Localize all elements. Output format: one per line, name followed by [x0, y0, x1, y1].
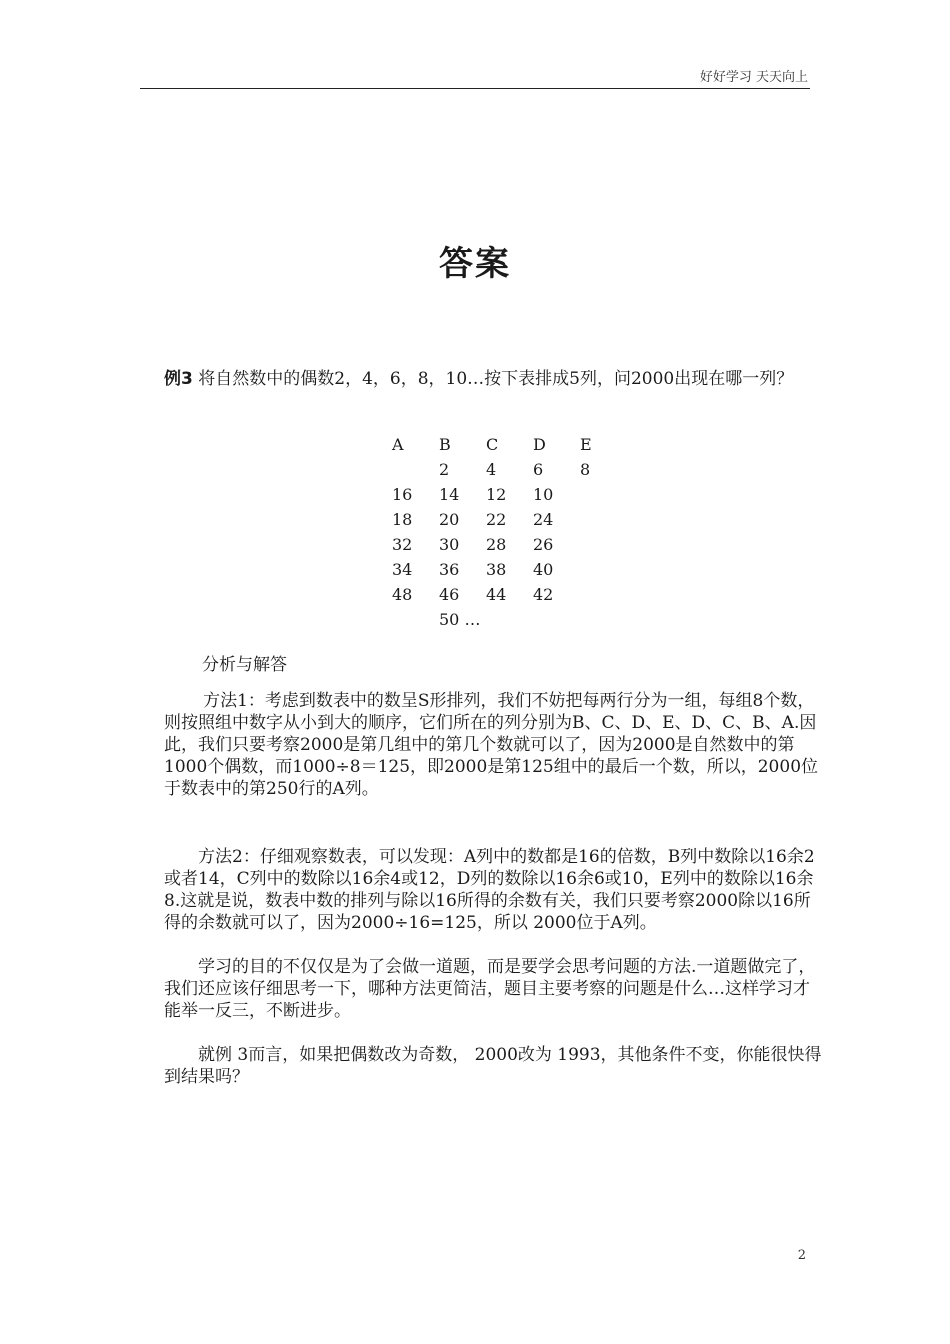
follow-up-question: 就例 3而言，如果把偶数改为奇数， 2000改为 1993，其他条件不变，你能很快得到结果吗？ — [164, 1045, 822, 1087]
page-title: 答案 — [439, 244, 511, 284]
table-cell: 42 — [533, 585, 554, 604]
number-table — [392, 432, 627, 632]
table-cell: 6 — [533, 460, 544, 479]
table-row — [392, 607, 627, 632]
table-cell — [392, 607, 439, 632]
table-cell: 18 — [392, 510, 413, 529]
analysis-heading: 分析与解答 — [202, 655, 287, 675]
table-cell: 34 — [392, 560, 413, 579]
table-cell: 26 — [533, 535, 554, 554]
table-header-row — [392, 432, 627, 457]
table-cell — [580, 607, 627, 632]
header-rule — [140, 88, 810, 89]
column-header: A — [392, 435, 404, 454]
table-cell: 46 — [439, 585, 460, 604]
table-row — [392, 482, 627, 507]
table-cell: 32 — [392, 535, 413, 554]
table-cell: 22 — [486, 510, 507, 529]
table-cell: 12 — [486, 485, 507, 504]
table-cell — [580, 557, 627, 582]
problem-text: 将自然数中的偶数2，4，6，8，10…按下表排成5列，问2000出现在哪一列？ — [192, 369, 794, 389]
column-header: B — [439, 435, 451, 454]
table-cell — [392, 457, 439, 482]
learning-paragraph: 学习的目的不仅仅是为了会做一道题，而是要学会思考问题的方法.一道题做完了，我们还应该仔细思考一下，哪种方法更简洁，题目主要考察的问题是什么…这样学习才能举一反三，不断进步。 — [164, 957, 816, 1021]
table-cell: 24 — [533, 510, 554, 529]
table-cell: 30 — [439, 535, 460, 554]
page-number: 2 — [797, 1248, 806, 1263]
problem-label: 例3 — [164, 369, 193, 389]
table-cell — [533, 607, 580, 632]
table-cell — [580, 482, 627, 507]
table-cell: 48 — [392, 585, 413, 604]
table-cell: 14 — [439, 485, 460, 504]
table-cell: 44 — [486, 585, 507, 604]
table-cell: 10 — [533, 485, 554, 504]
table-cell — [580, 582, 627, 607]
table-row — [392, 457, 627, 482]
table-cell: 38 — [486, 560, 507, 579]
column-header: D — [533, 435, 546, 454]
column-header: C — [486, 435, 499, 454]
table-cell: 50 … — [439, 610, 481, 629]
table-cell: 4 — [486, 460, 497, 479]
table-row — [392, 532, 627, 557]
page-header-text: 好好学习 天天向上 — [699, 70, 808, 85]
table-cell: 40 — [533, 560, 554, 579]
table-cell: 28 — [486, 535, 507, 554]
table-cell — [580, 507, 627, 532]
table-cell — [580, 532, 627, 557]
table-cell: 2 — [439, 460, 450, 479]
table-row — [392, 557, 627, 582]
column-header: E — [580, 435, 592, 454]
table-cell: 36 — [439, 560, 460, 579]
table-row — [392, 582, 627, 607]
problem-statement — [164, 368, 824, 390]
method-2-paragraph: 方法2：仔细观察数表，可以发现：A列中的数都是16的倍数，B列中数除以16余2或者14，C列中的数除以16余4或12，D列的数除以16余6或10，E列中的数除以16余8.这就是说，数表中数的排列与除以16所得的余数有关，我们只要考察2000除以16所得的余数就可以了，因为2000÷16=125，所以 2000位于A列。 — [164, 847, 815, 933]
table-row — [392, 507, 627, 532]
table-cell: 16 — [392, 485, 413, 504]
method-1-paragraph: 方法1：考虑到数表中的数呈S形排列，我们不妨把每两行分为一组，每组8个数，则按照组中数字从小到大的顺序，它们所在的列分别为B、C、D、E、D、C、B、A.因此，我们只要考察2000是第几组中的第几个数就可以了，因为2000是自然数中的第1000个偶数，而1000÷8＝125，即2000是第125组中的最后一个数，所以，2000位于数表中的第250行的A列。 — [164, 691, 819, 799]
table-cell — [486, 607, 533, 632]
table-cell: 8 — [580, 460, 591, 479]
table-cell: 20 — [439, 510, 460, 529]
